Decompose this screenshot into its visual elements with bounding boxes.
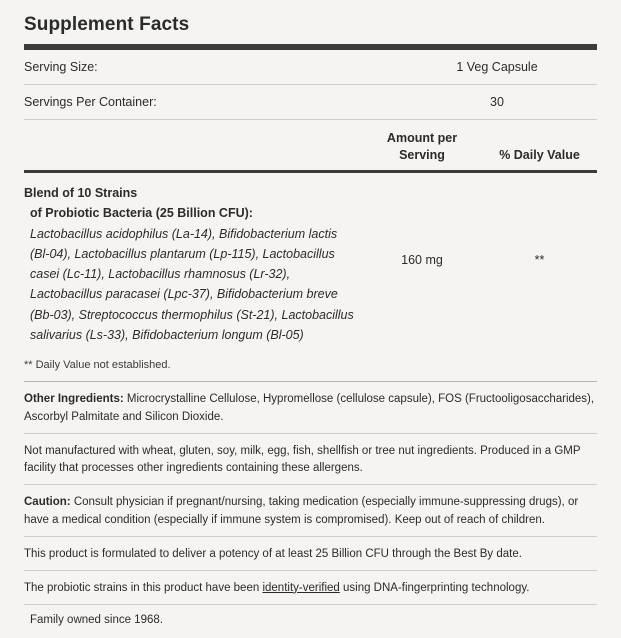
nutrient-daily-value: ** xyxy=(534,253,545,267)
servings-per-container-row xyxy=(24,85,597,119)
daily-value-header: % Daily Value xyxy=(499,148,580,163)
nutrient-row-probiotic-blend xyxy=(24,173,597,349)
daily-value-footnote: ** Daily Value not established. xyxy=(24,359,171,371)
servings-per-container-value: 30 xyxy=(490,95,504,110)
nutrient-amount: 160 mg xyxy=(401,253,443,267)
other-ingredients-text: Microcrystalline Cellulose, Hypromellose (cellulose capsule), FOS (Fructooligosaccharides), Ascorbyl Palmitate and Silicon Dioxide. xyxy=(24,393,595,423)
other-ingredients xyxy=(24,382,597,429)
nutrient-strain-list: Lactobacillus acidophilus (La-14), Bifidobacterium lactis (Bl-04), Lactobacillus plantarum (Lp-115), Lactobacillus casei (Lc-11), Lactobacillus rhamnosus (Lr-32), Lactobacillus paracasei (Lpc-37), Bifidobacterium breve (Bb-03), Streptococcus thermophilus (St-21), Lactobacillus salivarius (Ls-33), Bifidobacterium longum (Bl-05) xyxy=(30,226,354,342)
servings-per-container-label: Servings Per Container: xyxy=(24,95,157,110)
amount-per-serving-line1: Amount per xyxy=(386,131,458,146)
caution-note xyxy=(24,485,597,532)
serving-size-value: 1 Veg Capsule xyxy=(456,60,538,74)
nutrient-name-line2: of Probiotic Bacteria (25 Billion CFU): xyxy=(30,206,253,221)
other-ingredients-label: Other Ingredients: xyxy=(24,393,124,405)
allergen-note: Not manufactured with wheat, gluten, soy, milk, egg, fish, shellfish or tree nut ingredients. Produced in a GMP facility that processes other ingredients containing these allergens. xyxy=(24,444,581,475)
caution-text: Consult physician if pregnant/nursing, taking medication (especially immune-suppressing drugs), or have a medical condition (especially if immune system is compromised). Keep out of reach of children. xyxy=(24,496,579,527)
nutrient-name-line1: Blend of 10 Strains xyxy=(24,186,138,200)
identity-verified-link[interactable]: identity-verified xyxy=(262,581,340,594)
family-owned-note: Family owned since 1968. xyxy=(30,613,163,626)
verification-note xyxy=(24,571,597,600)
nutrient-name xyxy=(24,183,362,345)
page-title: Supplement Facts xyxy=(24,14,190,35)
caution-label: Caution: xyxy=(24,496,71,509)
potency-note: This product is formulated to deliver a potency of at least 25 Billion CFU through the Best By date. xyxy=(24,547,522,560)
serving-size-label: Serving Size: xyxy=(24,60,98,74)
amount-per-serving-header xyxy=(362,130,482,164)
column-headers xyxy=(24,120,597,170)
verification-suffix: using DNA-fingerprinting technology. xyxy=(339,581,530,594)
verification-prefix: The probiotic strains in this product have been xyxy=(24,581,263,594)
amount-per-serving-line2: Serving xyxy=(399,148,445,163)
serving-size-row xyxy=(24,50,597,84)
